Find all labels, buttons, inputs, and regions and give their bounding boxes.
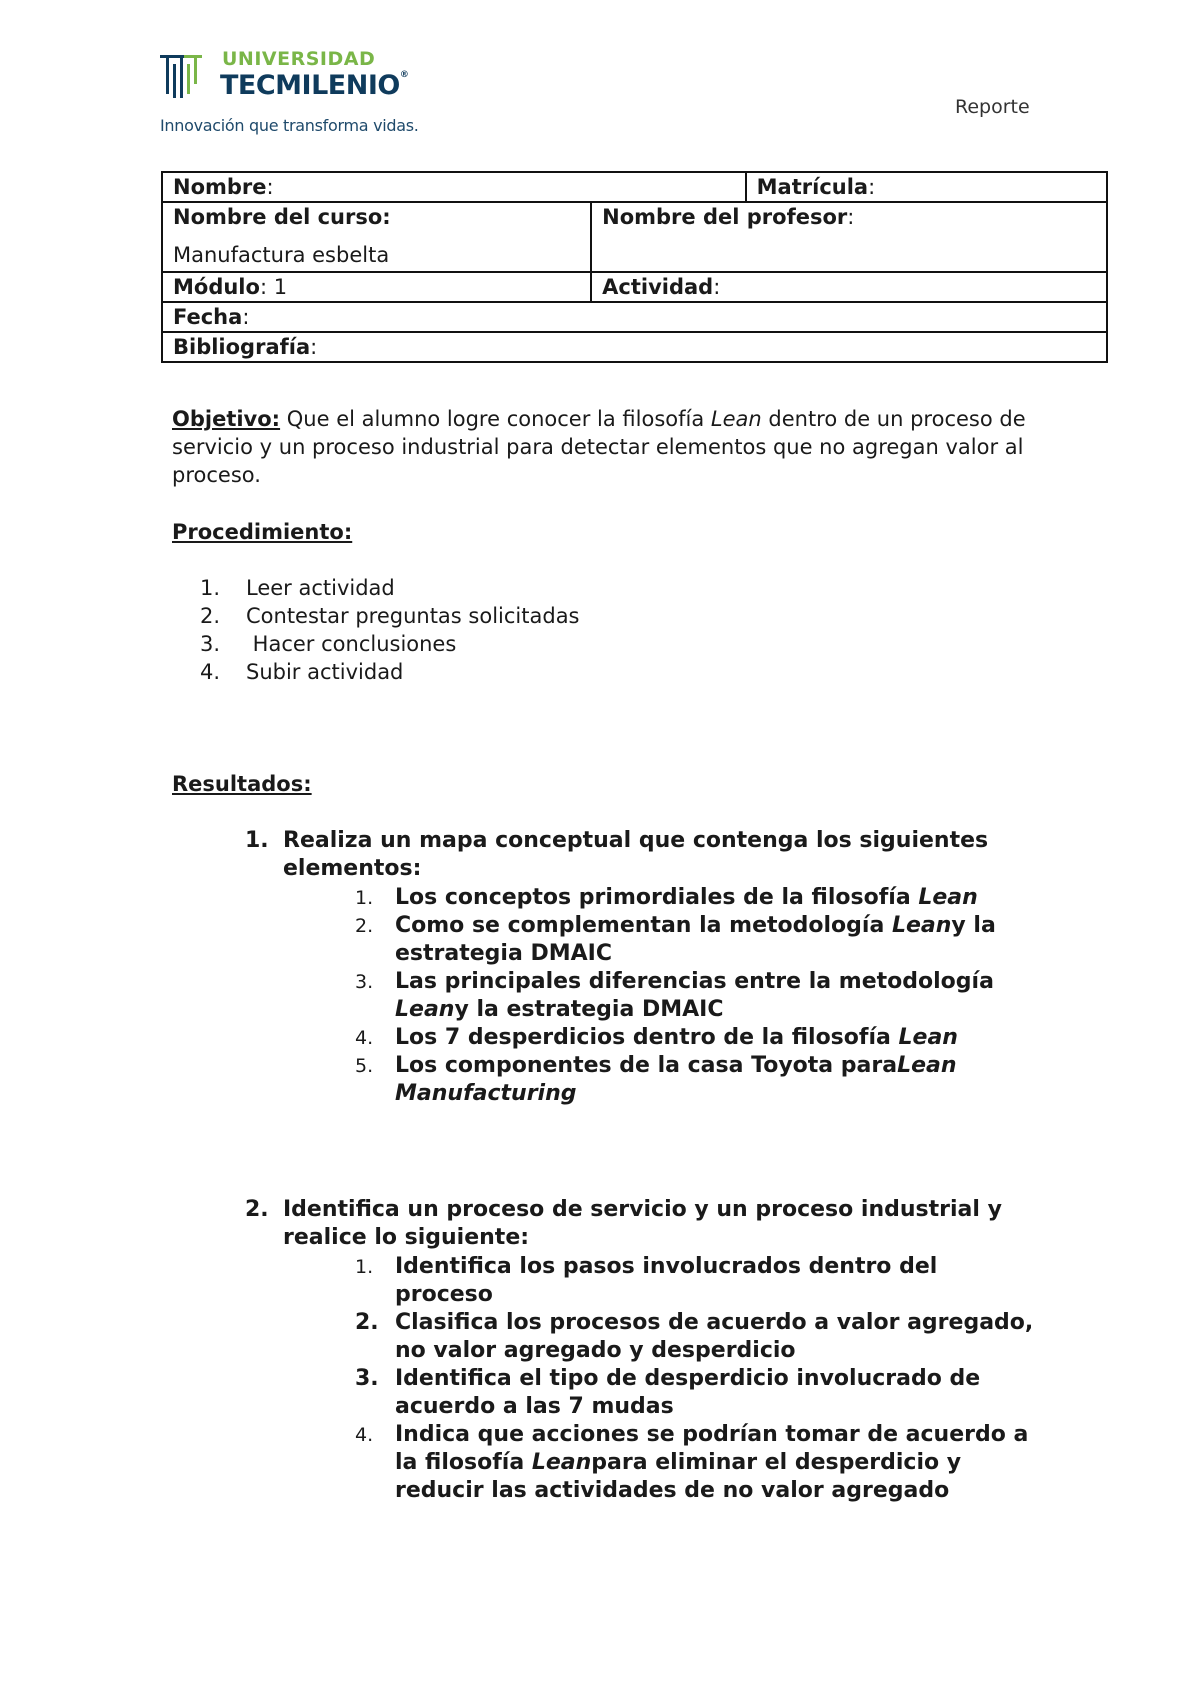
procedimiento-list [200,574,580,686]
list-item: 4. Indica que acciones se podrían tomar de acuerdo a la filosofía Leanpara eliminar el desperdicio y reducir las actividades de no valor agregado [355,1422,1029,1503]
modulo-cell[interactable]: Módulo: 1 [162,272,591,302]
list-item: 3. Hacer conclusiones [200,632,457,656]
list-item: 1. Identifica los pasos involucrados dentro del proceso [355,1254,938,1307]
table-row [162,172,1107,202]
objetivo-label: Objetivo: [172,407,281,431]
actividad-cell[interactable]: Actividad: [591,272,1107,302]
question-1-items [355,884,1035,1108]
procedimiento-heading: Procedimiento: [172,520,353,544]
curso-cell[interactable] [162,202,591,272]
table-row [162,202,1107,272]
resultados-heading: Resultados: [172,772,312,796]
logo-tecmilenio-text: TECMILENIO® [220,70,409,101]
list-item: 4. Los 7 desperdicios dentro de la filosofía Lean [355,1025,958,1050]
list-item: 5. Los componentes de la casa Toyota paraLean Manufacturing [355,1053,957,1106]
list-item: 2. Como se complementan la metodología Leany la estrategia DMAIC [355,913,996,966]
list-item: 3. Las principales diferencias entre la metodología Leany la estrategia DMAIC [355,969,994,1022]
list-item: 2. Contestar preguntas solicitadas [200,604,580,628]
list-item: 1. Los conceptos primordiales de la filosofía Lean [355,885,978,910]
logo-tagline: Innovación que transforma vidas. [160,116,419,135]
profesor-cell[interactable]: Nombre del profesor: [591,202,1107,272]
question-1: 1. Realiza un mapa conceptual que contenga los siguientes elementos: [245,828,989,881]
modulo-value: 1 [273,275,288,299]
bibliografia-label: Bibliografía [173,335,311,359]
curso-label: Nombre del curso: [173,205,391,229]
tecmilenio-logo-icon [160,52,204,100]
list-item: 4. Subir actividad [200,660,404,684]
student-info-table [161,171,1108,363]
logo-universidad-text: UNIVERSIDAD [222,48,376,70]
document-type-label: Reporte [955,96,1030,118]
matricula-cell[interactable]: Matrícula: [746,172,1107,202]
table-row [162,302,1107,332]
curso-value: Manufactura esbelta [173,243,390,267]
objetivo-paragraph: Objetivo: Que el alumno logre conocer la filosofía Lean dentro de un proceso de servicio y un proceso industrial para detectar elementos que no agregan valor al proceso. [172,407,1026,487]
matricula-label: Matrícula [756,175,869,199]
question-2: 2. Identifica un proceso de servicio y un proceso industrial y realice lo siguiente: [245,1197,1002,1250]
university-logo [160,48,460,148]
table-row [162,332,1107,362]
list-item: 3. Identifica el tipo de desperdicio involucrado de acuerdo a las 7 mudas [355,1366,981,1419]
modulo-label: Módulo [173,275,260,299]
profesor-label: Nombre del profesor [602,205,848,229]
fecha-label: Fecha [173,305,243,329]
list-item: 1. Leer actividad [200,576,395,600]
bibliografia-cell[interactable]: Bibliografía: [162,332,1107,362]
nombre-cell[interactable]: Nombre: [162,172,746,202]
question-2-items [355,1253,1035,1505]
table-row [162,272,1107,302]
list-item: 2. Clasifica los procesos de acuerdo a valor agregado, no valor agregado y desperdicio [355,1310,1034,1363]
nombre-label: Nombre [173,175,267,199]
actividad-label: Actividad [602,275,714,299]
fecha-cell[interactable]: Fecha: [162,302,1107,332]
